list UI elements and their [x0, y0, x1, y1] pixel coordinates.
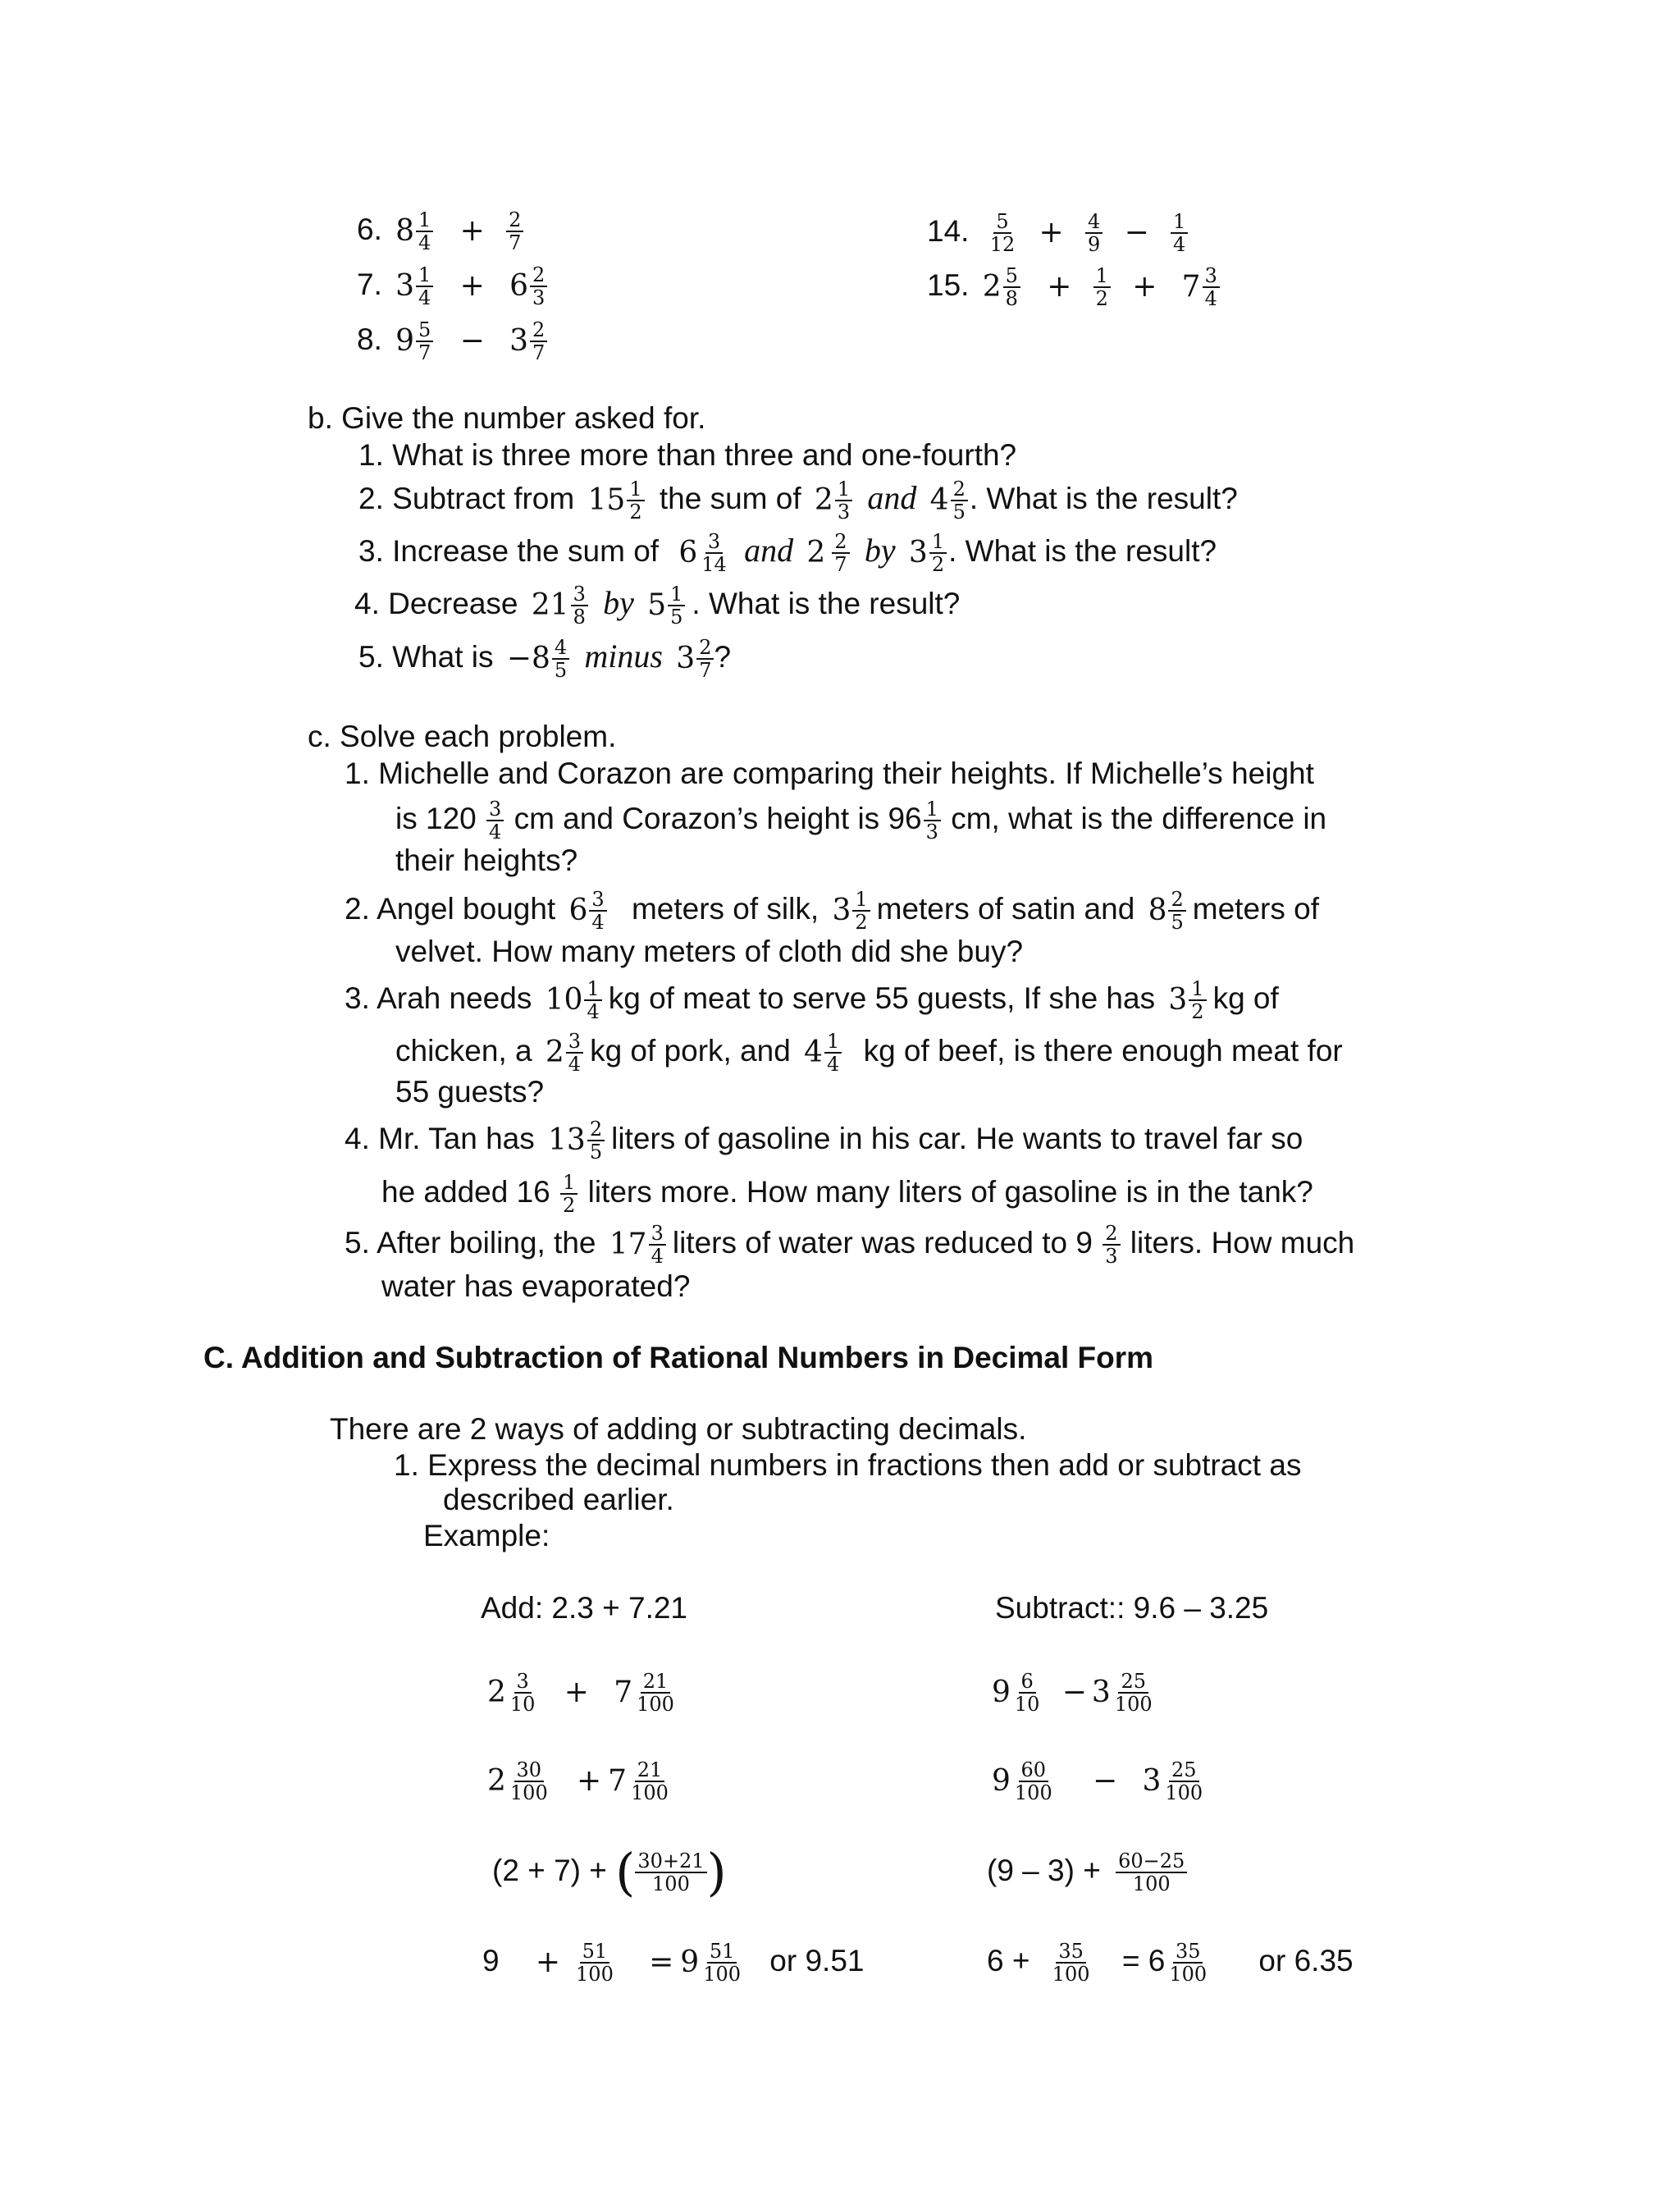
problem-c4-line2: he added 16 $\frac{1}{2}$ liters more. How many liters of gasoline is in the tank?	[381, 1171, 1313, 1217]
example-label: Example:	[423, 1519, 550, 1552]
exercise-15: 15. 2 $\frac{5}{8}$ + $\frac{1}{2}$ + 7 $\frac{3}{4}$	[927, 265, 1226, 309]
exercise-14: 14. $\frac{5}{12}$ + $\frac{4}{9}$ − $\frac{1}{4}$	[927, 211, 1189, 255]
item-number: 15.	[927, 267, 970, 302]
question-b2: 2. Subtract from 15 $\frac{1}{2}$ the sum of 2 $\frac{1}{3}$ and 4 $\frac{2}{5}$ . What is the result?	[358, 478, 1238, 523]
method-1-line2: described earlier.	[443, 1483, 674, 1516]
fraction: $\frac{2}{7}$	[506, 209, 523, 254]
subtract-example-title: Subtract:: 9.6 – 3.25	[995, 1591, 1269, 1625]
question-b4: 4. Decrease 21 $\frac{3}{8}$ by 5 $\frac{1}{5}$ . What is the result?	[354, 583, 961, 629]
problem-c1-line1: 1. Michelle and Corazon are comparing their heights. If Michelle’s height	[345, 757, 1314, 790]
section-c-heading: c. Solve each problem.	[308, 720, 617, 753]
add-step-4: 9 + $\frac{51}{100}$ = 9 $\frac{51}{100}$ or 9.51	[482, 1940, 865, 1986]
problem-c5-line1: 5. After boiling, the 17 $\frac{3}{4}$ liters of water was reduced to 9 $\frac{2}{3}$ liters. How much	[345, 1222, 1355, 1268]
problem-c5-line2: water has evaporated?	[381, 1269, 691, 1303]
section-b-heading: b. Give the number asked for.	[308, 401, 706, 435]
method-1-line1: 1. Express the decimal numbers in fractions then add or subtract as	[394, 1448, 1302, 1482]
item-number: 8.	[357, 322, 382, 356]
problem-c3-line2: chicken, a 2 $\frac{3}{4}$ kg of pork, and 4 $\frac{1}{4}$ kg of beef, is there enough meat for	[395, 1030, 1343, 1076]
subtract-step-2: 9 $\frac{60}{100}$ − 3 $\frac{25}{100}$	[992, 1758, 1203, 1804]
subtract-step-1: 9 $\frac{6}{10}$ − 3 $\frac{25}{100}$	[992, 1670, 1153, 1716]
problem-c1-line3: their heights?	[395, 844, 578, 877]
add-example-title: Add: 2.3 + 7.21	[481, 1591, 688, 1625]
problem-c2-line1: 2. Angel bought 6 $\frac{3}{4}$ meters of silk, 3 $\frac{1}{2}$ meters of satin and 8 $\frac{2}{5}$ meters of	[345, 888, 1319, 934]
question-b1: 1. What is three more than three and one-fourth?	[358, 438, 1017, 472]
question-b5: 5. What is −8 $\frac{4}{5}$ minus 3 $\frac{2}{7}$ ?	[358, 636, 732, 682]
question-b3: 3. Increase the sum of 6 $\frac{3}{14}$ and 2 $\frac{2}{7}$ by 3 $\frac{1}{2}$ . What is the result?	[358, 530, 1217, 576]
exercise-6: 6. 8 $\frac{1}{4}$ + $\frac{2}{7}$	[357, 209, 525, 254]
add-step-2: 2 $\frac{30}{100}$ + 7 $\frac{21}{100}$	[487, 1758, 669, 1804]
problem-c3-line1: 3. Arah needs 10 $\frac{1}{4}$ kg of meat to serve 55 guests, If she has 3 $\frac{1}{2}$ kg of	[345, 977, 1279, 1023]
problem-c3-line3: 55 guests?	[395, 1075, 545, 1109]
item-number: 7.	[357, 267, 382, 301]
add-step-1: 2 $\frac{3}{10}$ + 7 $\frac{21}{100}$	[487, 1670, 674, 1716]
item-number: 14.	[927, 213, 970, 248]
exercise-8: 8. 9 $\frac{5}{7}$ − 3 $\frac{2}{7}$	[357, 319, 554, 363]
problem-c4-line1: 4. Mr. Tan has 13 $\frac{2}{5}$ liters of gasoline in his car. He wants to travel far so	[345, 1118, 1303, 1164]
subtract-step-3: (9 – 3) + $\frac{60-25}{100}$	[987, 1850, 1189, 1895]
intro-text: There are 2 ways of adding or subtracting decimals.	[330, 1412, 1027, 1446]
problem-c1-line2: is 120 $\frac{3}{4}$ cm and Corazon’s height is 96 $\frac{1}{3}$ cm, what is the difference in	[395, 798, 1327, 844]
item-number: 6.	[357, 212, 382, 246]
exercise-7: 7. 3 $\frac{1}{4}$ + 6 $\frac{2}{3}$	[357, 264, 554, 309]
fraction: $\frac{1}{4}$	[416, 209, 433, 254]
whole: 8	[395, 214, 415, 248]
problem-c2-line2: velvet. How many meters of cloth did she buy?	[395, 935, 1024, 968]
add-step-3: (2 + 7) + ( $\frac{30+21}{100}$ )	[492, 1842, 727, 1902]
section-heading: C. Addition and Subtraction of Rational Numbers in Decimal Form	[203, 1341, 1154, 1374]
subtract-step-4: 6 + $\frac{35}{100}$ = 6 $\frac{35}{100}$ or 6.35	[987, 1940, 1354, 1986]
